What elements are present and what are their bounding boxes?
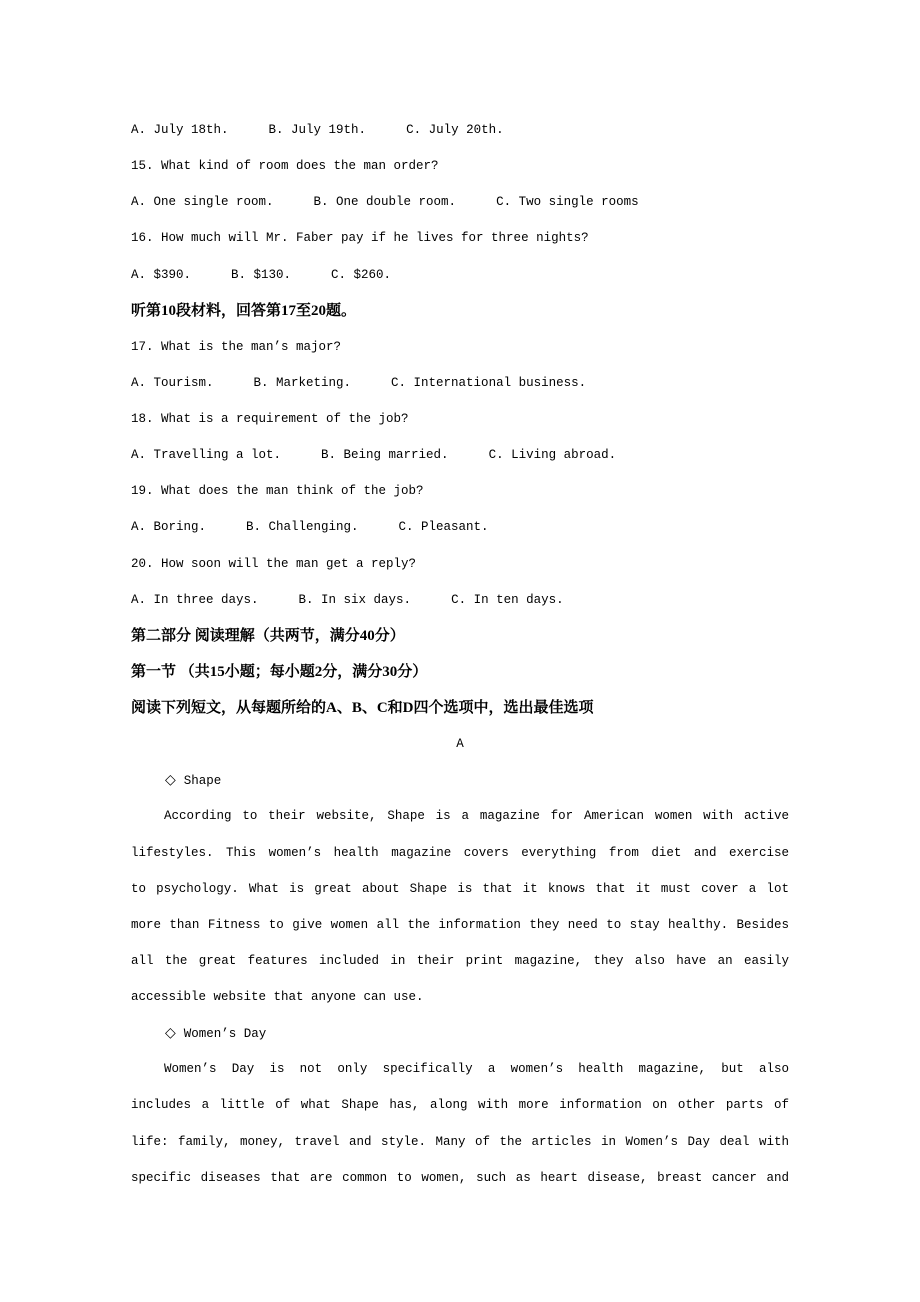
q18-stem: 18. What is a requirement of the job? [131, 412, 409, 426]
option-a: A. Boring. [131, 520, 207, 535]
magazine-title: Women’s Day [183, 1027, 267, 1042]
option-c: C. In ten days. [451, 592, 564, 607]
magazine-heading-womens-day [131, 1015, 789, 1051]
q15-options [131, 184, 789, 220]
q14-options [131, 112, 789, 148]
option-b: B. Challenging. [246, 520, 359, 535]
option-c: C. Living abroad. [488, 448, 617, 463]
q15-stem: 15. What kind of room does the man order? [131, 159, 439, 174]
q17-stem: 17. What is the man’s major? [131, 339, 342, 354]
paragraph-line: lifestyles. This women’s health magazine covers everything from diet and exercise [131, 845, 789, 860]
diamond-icon: ◇ [165, 772, 176, 789]
reading-instruction: 阅读下列短文，从每题所给的A、B、C和D四个选项中，选出最佳选项 [131, 700, 594, 716]
option-c: C. International business. [391, 375, 587, 390]
q20-options [131, 582, 789, 618]
q19-options [131, 509, 789, 545]
q16-options [131, 257, 789, 293]
q19-stem: 19. What does the man think of the job? [131, 484, 424, 499]
q17-options [131, 365, 789, 401]
magazine-title: Shape [183, 774, 222, 789]
option-a: A. $390. [131, 267, 192, 282]
part-title: 第二部分 阅读理解（共两节，满分40分） [131, 627, 405, 644]
q16-stem: 16. How much will Mr. Faber pay if he lives for three nights? [131, 231, 589, 246]
section-title: 第一节 （共15小题；每小题2分，满分30分） [131, 663, 428, 680]
diamond-icon: ◇ [165, 1025, 176, 1042]
option-c: C. Pleasant. [398, 520, 489, 535]
paragraph-line: more than Fitness to give women all the information they need to stay healthy. Besides [131, 917, 789, 932]
option-c: C. Two single rooms [496, 195, 639, 210]
option-a: A. In three days. [131, 592, 259, 607]
paragraph-line: to psychology. What is great about Shape is that it knows that it must cover a lot [131, 881, 789, 896]
material-10-instruction: 听第10段材料，回答第17至20题。 [131, 302, 357, 319]
paragraph-line: Women’s Day is not only specifically a women’s health magazine, but also [164, 1062, 789, 1077]
option-b: B. One double room. [313, 195, 457, 210]
paragraph-line: accessible website that anyone can use. [131, 990, 424, 1004]
paragraph-line: According to their website, Shape is a magazine for American women with active [164, 809, 789, 824]
option-a: A. One single room. [131, 195, 274, 210]
option-b: B. Marketing. [253, 375, 352, 390]
option-a: A. Tourism. [131, 375, 214, 390]
option-b: B. Being married. [321, 448, 449, 463]
page-content [131, 112, 789, 1196]
option-b: B. In six days. [298, 592, 412, 607]
paragraph-line: all the great features included in their print magazine, they also have an easily [131, 953, 789, 968]
q20-stem: 20. How soon will the man get a reply? [131, 556, 417, 571]
option-b: B. $130. [231, 267, 292, 282]
option-a: A. July 18th. [131, 123, 229, 137]
passage-label: A [456, 737, 464, 752]
paragraph-line: specific diseases that are common to women, such as heart disease, breast cancer and [131, 1170, 789, 1185]
magazine-heading-shape [131, 762, 789, 798]
option-b: B. July 19th. [268, 123, 367, 137]
q18-options [131, 437, 789, 473]
paragraph-line: life: family, money, travel and style. Many of the articles in Women’s Day deal with [131, 1134, 789, 1149]
option-a: A. Travelling a lot. [131, 448, 282, 463]
option-c: C. $260. [331, 267, 392, 282]
option-c: C. July 20th. [406, 123, 504, 137]
paragraph-line: includes a little of what Shape has, along with more information on other parts of [131, 1098, 789, 1113]
